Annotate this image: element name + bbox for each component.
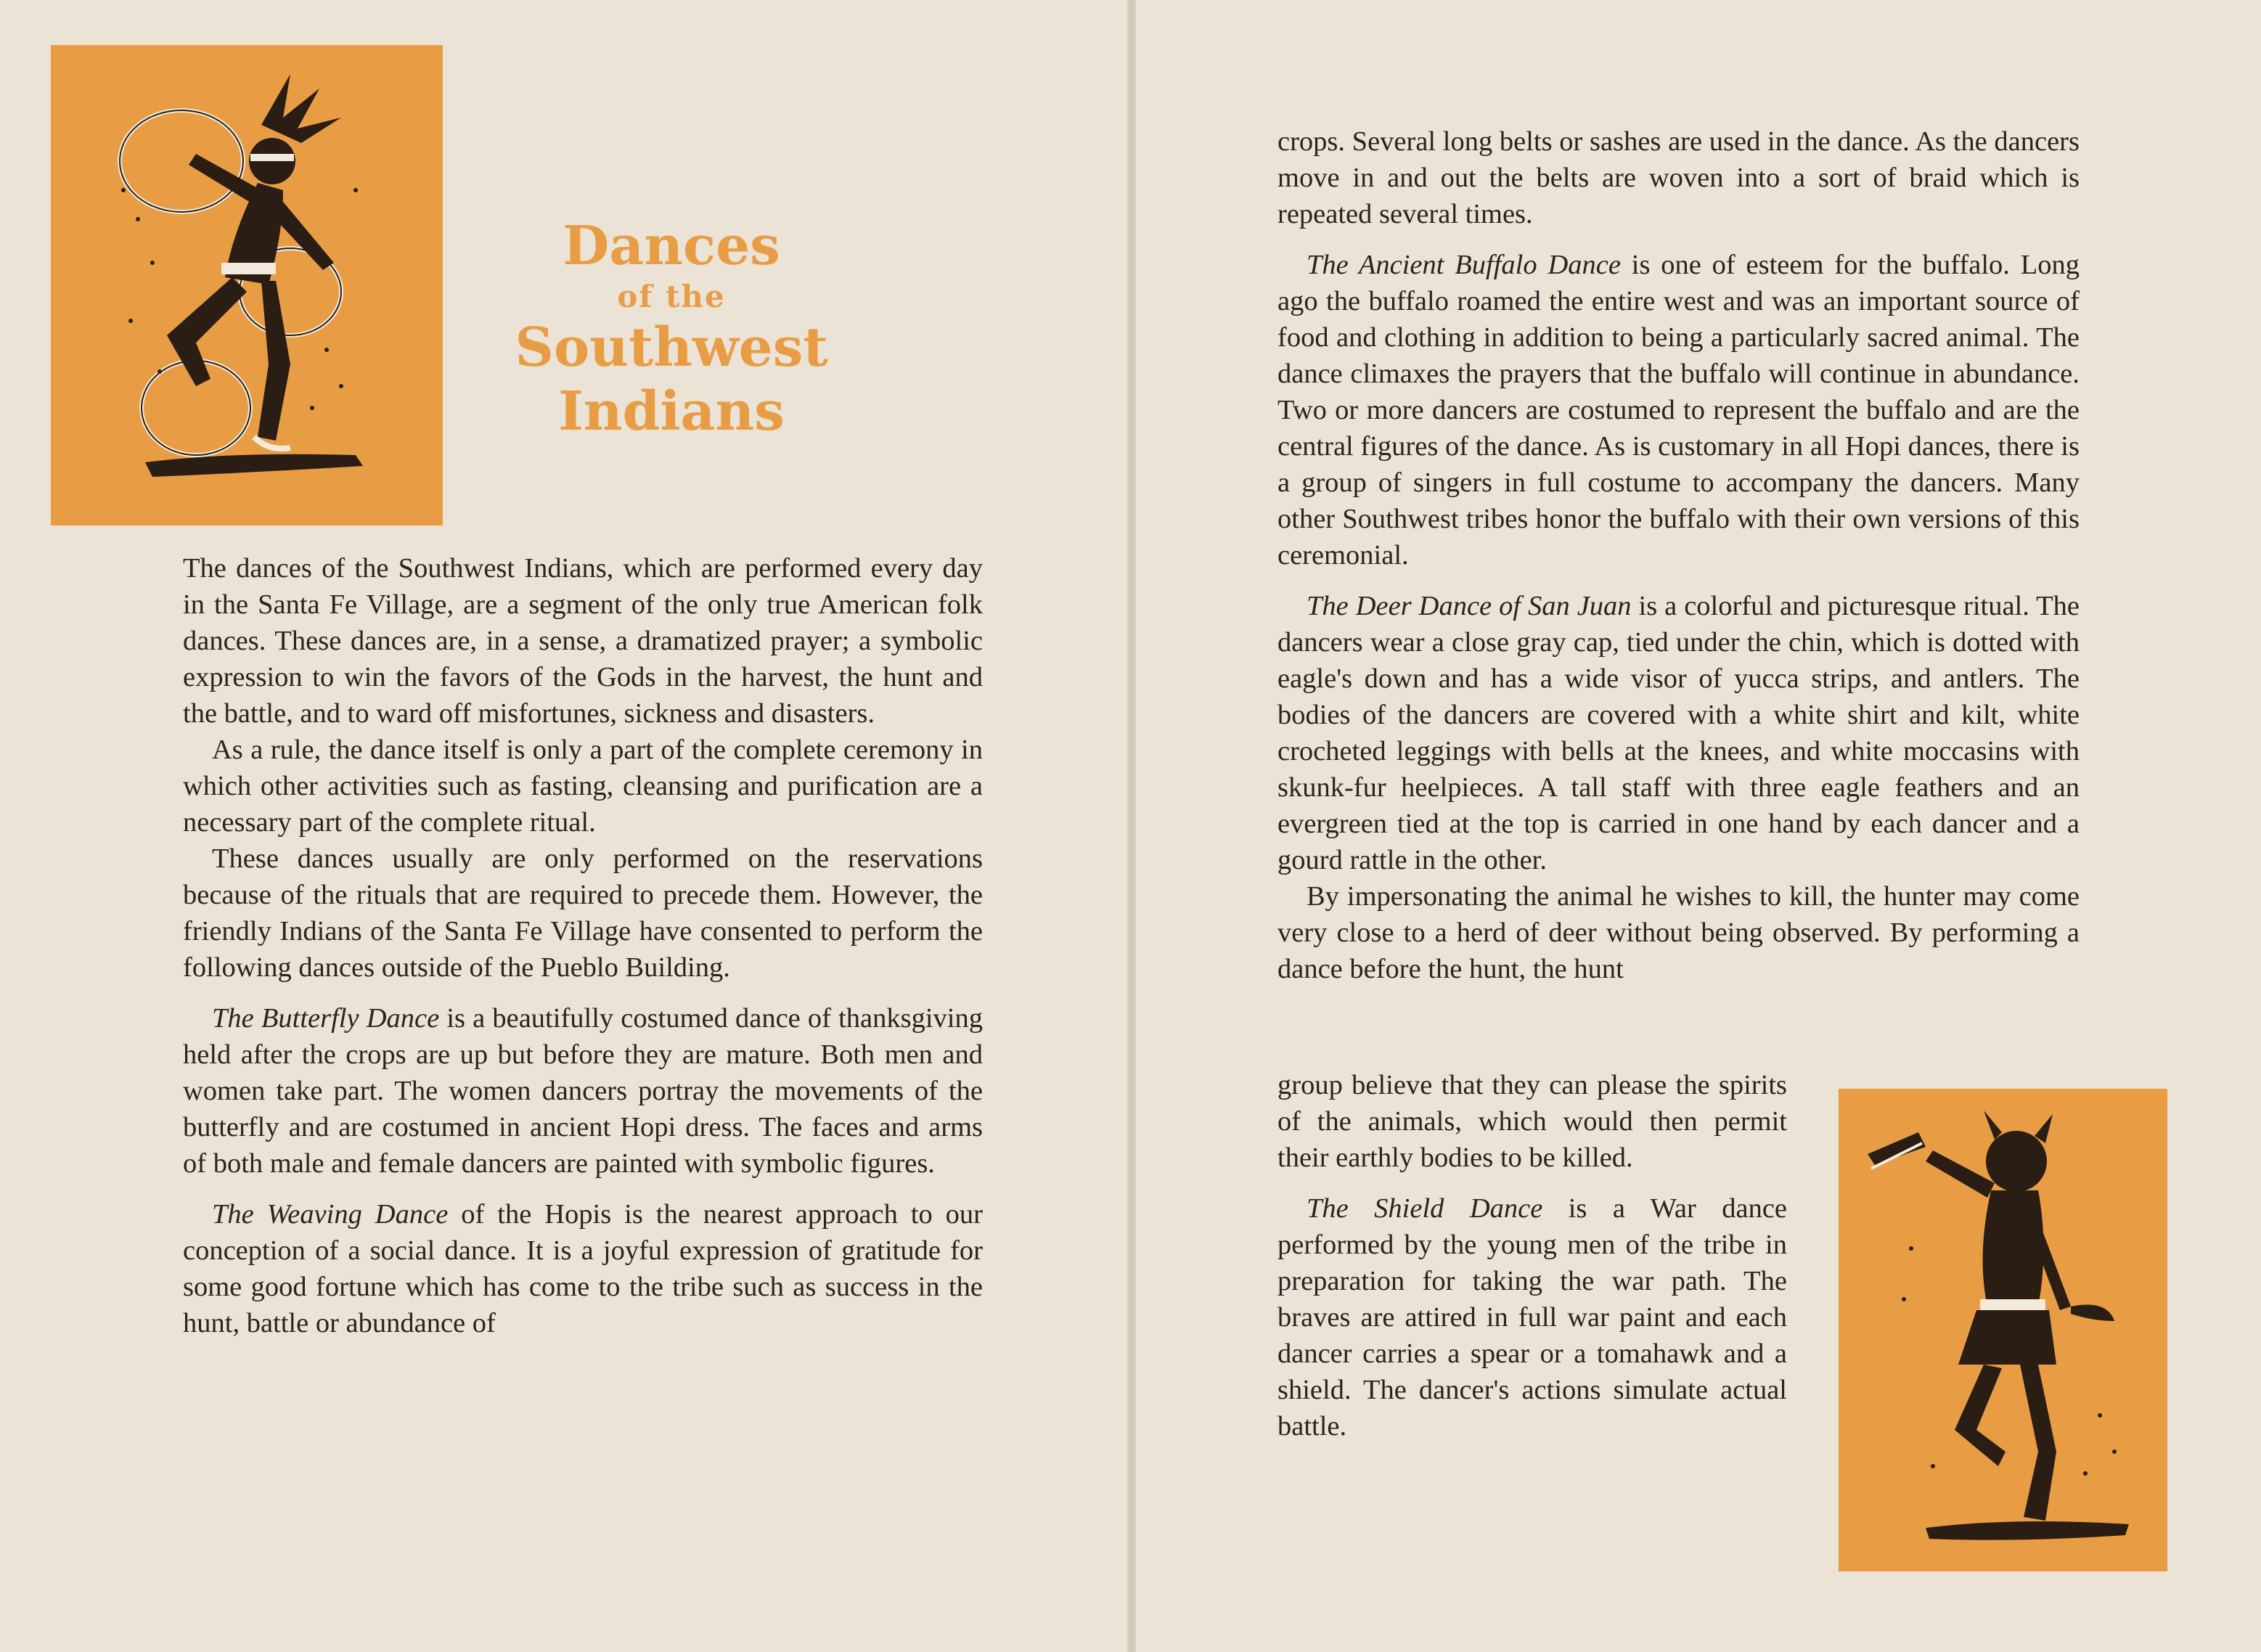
right-narrow-column bbox=[1277, 1067, 1787, 1444]
paragraph-intro: The dances of the Southwest Indians, which are performed every day in the Santa Fe Village, are a segment of the only true American folk dances. These dances are, in a sense, a dramatized prayer; a symbolic expression to win the favors of the Gods in the harvest, the hunt and the battle, and to ward off misfortunes, sickness and disasters. bbox=[183, 553, 983, 729]
hoop-dancer-illustration bbox=[51, 45, 443, 526]
buffalo-dance-text: is one of esteem for the buffalo. Long ago the buffalo roamed the entire west and was an important source of food and clothing in addition to being a particularly sacred animal. The dance climaxes the prayers that the buffalo will continue in abundance. Two or more dancers are costumed to represent the buffalo and are the central figures of the dance. As is customary in all Hopi dances, there is a group of singers in full costume to accompany the dancers. Many other Southwest tribes honor the buffalo with their own versions of this ceremonial. bbox=[1277, 250, 2080, 571]
dance-name-shield: The Shield Dance bbox=[1307, 1193, 1543, 1224]
paragraph-buffalo-dance bbox=[1277, 247, 2080, 573]
paragraph-butterfly-dance bbox=[183, 1000, 983, 1182]
dance-name-buffalo: The Ancient Buffalo Dance bbox=[1307, 250, 1621, 280]
shield-dance-text: is a War dance performed by the young men of the tribe in preparation for taking the war path. The braves are attired in full war paint and each dancer carries a spear or a tomahawk and a shield. The dancer's actions simulate actual battle. bbox=[1277, 1193, 1787, 1442]
butterfly-dance-text: is a beautifully costumed dance of thanksgiving held after the crops are up but before they are mature. Both men and women take part. The women dancers portray the movements of the butterfly and are costumed in ancient Hopi dress. The faces and arms of both male and female dancers are painted with symbolic figures. bbox=[183, 1003, 983, 1179]
paragraph-weaving-continued: crops. Several long belts or sashes are used in the dance. As the dancers move in and out the belts are woven into a sort of braid which is repeated several times. bbox=[1277, 126, 2080, 229]
dance-name-butterfly: The Butterfly Dance bbox=[212, 1003, 440, 1034]
deer-dance-text: is a colorful and picturesque ritual. The dancers wear a close gray cap, tied under the chin, which is dotted with eagle's down and has a wide visor of yucca strips, and antlers. The bodies of the dancers are covered with a white shirt and kilt, white crocheted leggings with bells at the knees, and white moccasins with skunk-fur heelpieces. A tall staff with three eagle feathers and an evergreen tied at the top is carried in one hand by each dancer and a gourd rattle in the other. bbox=[1277, 591, 2080, 875]
buffalo-dancer-illustration bbox=[1839, 1089, 2167, 1571]
left-text-column bbox=[183, 550, 983, 1341]
weaving-dance-text: of the Hopis is the nearest approach to our conception of a social dance. It is a joyful expression of gratitude for some good fortune which has come to the tribe such as success in the hunt, battle or abundance of bbox=[183, 1199, 984, 1338]
title-line-indians: Indians bbox=[558, 380, 785, 443]
title-line-of-the: of the bbox=[617, 279, 726, 314]
paragraph-hunter: By impersonating the animal he wishes to kill, the hunter may come very close to a herd of deer without being observed. By performing a dance before the hunt, the hunt bbox=[1277, 881, 2080, 984]
title-line-southwest: Southwest bbox=[515, 316, 828, 379]
title-line-dances: Dances bbox=[563, 215, 780, 277]
paragraph-weaving-dance bbox=[183, 1196, 983, 1341]
paragraph-ceremony: As a rule, the dance itself is only a part of the complete ceremony in which other activities such as fasting, cleansing and purification are a necessary part of the complete ritual. bbox=[183, 735, 983, 838]
paragraph-deer-dance bbox=[1277, 588, 2080, 878]
page-title bbox=[465, 214, 878, 443]
right-text-column bbox=[1277, 123, 2080, 987]
paragraph-shield-dance bbox=[1277, 1190, 1787, 1444]
dance-name-weaving: The Weaving Dance bbox=[212, 1199, 449, 1230]
paragraph-hunter-continued: group believe that they can please the spirits of the animals, which would then permit their earthly bodies to be killed. bbox=[1277, 1070, 1787, 1173]
dance-name-deer: The Deer Dance of San Juan bbox=[1307, 591, 1632, 621]
paragraph-reservations: These dances usually are only performed on the reservations because of the rituals that are required to precede them. However, the friendly Indians of the Santa Fe Village have consented to perform the following dances outside of the Pueblo Building. bbox=[183, 843, 983, 983]
